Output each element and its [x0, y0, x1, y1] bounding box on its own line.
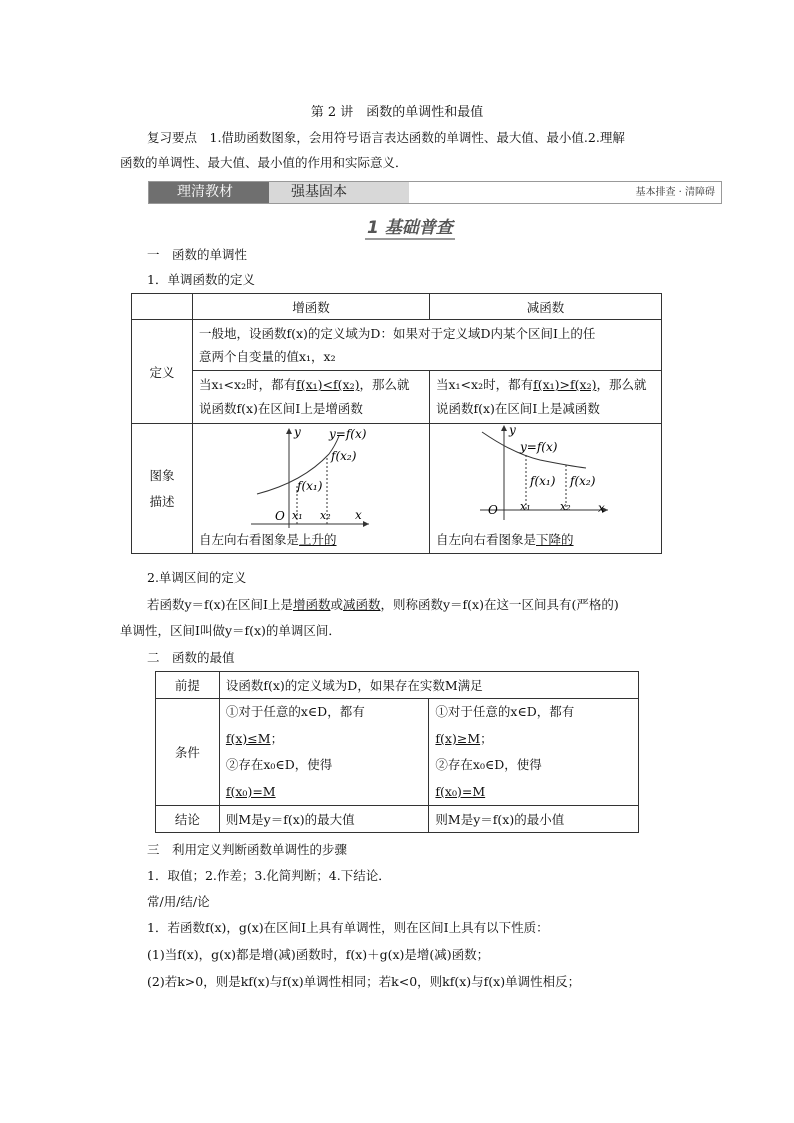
dec-cond-line2: 说函数f(x)在区间I上是减函数: [436, 401, 600, 416]
y-axis-arrow: [286, 428, 292, 434]
x-axis-label: x: [598, 501, 605, 515]
min-cond-eq: f(x₀)=M: [435, 783, 486, 799]
row-label-graph: [132, 424, 193, 554]
inc-cond-pre: 当x₁<x₂时，都有: [199, 377, 297, 392]
extrema-table: [155, 671, 639, 833]
x2-label: x₂: [560, 500, 571, 513]
x1-label: x₁: [292, 509, 303, 522]
x-axis-label: x: [355, 508, 362, 522]
review-points-line1: 复习要点 1.借助函数图象，会用符号语言表达函数的单调性、最大值、最小值.2.理解: [147, 130, 625, 145]
inc-desc-word: 上升的: [299, 532, 337, 547]
decreasing-graph-cell: [430, 424, 662, 554]
increasing-graph-cell: [193, 424, 430, 554]
max-cond-semi: ；: [270, 730, 284, 746]
banner-mid-label: 强基固本: [269, 182, 409, 203]
row-label-graph-1: 图象: [149, 467, 175, 483]
increasing-graph: [193, 424, 429, 528]
steps-text: 1．取值；2.作差；3.化简判断；4.下结论．: [147, 868, 391, 883]
f-x1-label: f(x₁): [297, 479, 323, 493]
interval-def-or: 或: [330, 597, 343, 612]
row-label-graph-2: 描述: [149, 493, 175, 509]
dec-cond-pre: 当x₁<x₂时，都有: [436, 377, 534, 392]
banner-right-label: 基本排查 · 清障碍: [635, 187, 715, 198]
inc-cond-line2: 说函数f(x)在区间I上是增函数: [199, 401, 363, 416]
max-cond-eq: f(x₀)=M: [225, 783, 276, 799]
max-cond-1: ①对于任意的x∈D，都有: [225, 704, 365, 719]
interval-def-inc: 增函数: [292, 597, 331, 612]
min-conclusion: 则M是y＝f(x)的最小值: [429, 806, 639, 833]
function-label: y=f(x): [329, 427, 367, 441]
section-banner: [148, 181, 722, 204]
max-condition: [219, 699, 429, 806]
min-cond-ineq: f(x)≥M: [435, 730, 481, 746]
row-label-premise: 前提: [156, 672, 220, 699]
f-x2-label: f(x₂): [570, 474, 596, 488]
heading-steps: 三 利用定义判断函数单调性的步骤: [147, 842, 348, 857]
heading-monotonicity: 一 函数的单调性: [147, 247, 248, 262]
banner-left-label: 理清教材: [149, 182, 269, 203]
min-cond-3: ②存在x₀∈D，使得: [435, 757, 542, 772]
max-conclusion: 则M是y＝f(x)的最大值: [219, 806, 429, 833]
increasing-description: [199, 530, 337, 548]
y-axis-label: y: [509, 424, 516, 437]
min-condition: [429, 699, 639, 806]
row-label-conclusion: 结论: [156, 806, 220, 833]
origin-label: O: [488, 503, 498, 517]
definition-text: [193, 320, 662, 371]
increasing-condition: [193, 371, 430, 424]
x-axis-arrow: [363, 521, 369, 527]
dec-cond-inequality: f(x₁)>f(x₂): [533, 377, 597, 392]
heading-interval-def: 2.单调区间的定义: [147, 570, 247, 585]
page-title: 第 2 讲 函数的单调性和最值: [310, 105, 484, 120]
y-axis-label: y: [294, 425, 301, 439]
dec-desc-pre: 自左向右看图象是: [436, 532, 537, 547]
y-axis-arrow: [501, 425, 507, 431]
heading-monotonic-def: 1．单调函数的定义: [147, 272, 255, 287]
conclusion-1-item-2: (2)若k>0，则是kf(x)与f(x)单调性相同；若k<0，则kf(x)与f(x)单调性相反；: [147, 974, 581, 989]
row-label-condition: 条件: [156, 699, 220, 806]
section-heading: 1 基础普查: [365, 213, 455, 240]
premise-text: 设函数f(x)的定义域为D，如果存在实数M满足: [219, 672, 638, 699]
function-label: y=f(x): [520, 440, 558, 454]
interval-def-line1: [147, 595, 619, 613]
origin-label: O: [275, 509, 285, 523]
definition-line2: 意两个自变量的值x₁，x₂: [199, 349, 336, 364]
inc-cond-post: ，那么就: [359, 377, 410, 392]
interval-def-line2: 单调性，区间I叫做y＝f(x)的单调区间．: [120, 623, 341, 638]
min-cond-1: ①对于任意的x∈D，都有: [435, 704, 575, 719]
max-cond-3: ②存在x₀∈D，使得: [225, 757, 333, 772]
x2-label: x₂: [320, 509, 331, 522]
dec-desc-word: 下降的: [536, 532, 574, 547]
heading-extrema: 二 函数的最值: [147, 650, 235, 665]
interval-def-dec: 减函数: [342, 597, 381, 612]
x1-label: x₁: [520, 500, 531, 513]
monotonic-table: [131, 293, 662, 554]
inc-cond-inequality: f(x₁)<f(x₂): [296, 377, 360, 392]
table-corner-cell: [132, 294, 193, 320]
dec-cond-post: ，那么就: [596, 377, 647, 392]
min-cond-semi: ；: [480, 730, 493, 746]
inc-desc-pre: 自左向右看图象是: [199, 532, 300, 547]
header-decreasing: 减函数: [430, 294, 662, 320]
f-x1-label: f(x₁): [530, 474, 556, 488]
max-cond-ineq: f(x)≤M: [225, 730, 271, 746]
row-label-definition: 定义: [132, 320, 193, 424]
definition-line1: 一般地，设函数f(x)的定义域为D：如果对于定义域D内某个区间I上的任: [199, 326, 596, 341]
decreasing-description: [436, 530, 574, 548]
conclusion-1: 1．若函数f(x)，g(x)在区间I上具有单调性，则在区间I上具有以下性质：: [147, 920, 549, 935]
common-conclusions-label: 常/用/结/论: [147, 894, 210, 909]
decreasing-graph: [430, 424, 661, 528]
review-points-line2: 函数的单调性、最大值、最小值的作用和实际意义．: [120, 155, 408, 170]
decreasing-condition: [430, 371, 662, 424]
interval-def-pre: 若函数y＝f(x)在区间I上是: [147, 597, 293, 612]
header-increasing: 增函数: [193, 294, 430, 320]
interval-def-post: ，则称函数y＝f(x)在这一区间具有(严格的): [380, 597, 619, 612]
f-x2-label: f(x₂): [331, 449, 357, 463]
conclusion-1-item-1: (1)当f(x)，g(x)都是增(减)函数时，f(x)＋g(x)是增(减)函数；: [147, 947, 490, 962]
